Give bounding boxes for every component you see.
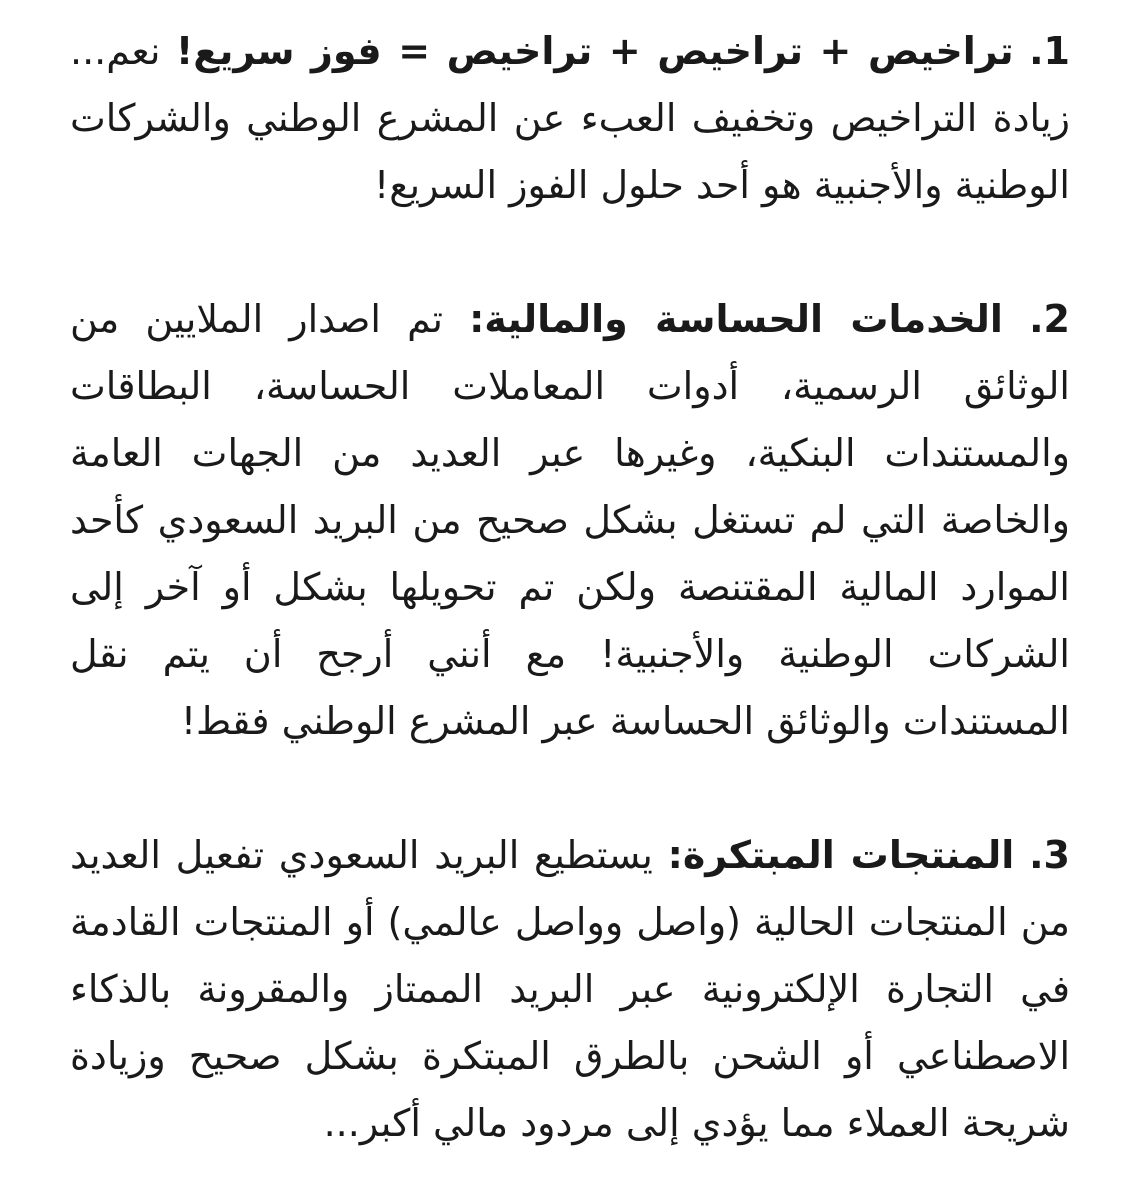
item-heading: الخدمات الحساسة والمالية: xyxy=(469,297,1003,341)
item-heading: تراخيص + تراخيص + تراخيص = فوز سريع! xyxy=(175,29,1014,73)
list-item-2 xyxy=(70,286,1070,755)
item-body: تم اصدار الملايين من الوثائق الرسمية، أدوات المعاملات الحساسة، البطاقات والمستندات البنكية، وغيرها عبر العديد من الجهات العامة والخاصة التي لم تستغل بشكل صحيح من البريد السعودي كأحد الموارد المالية المقتنصة ولكن تم تحويلها بشكل أو آخر إلى الشركات الوطنية والأجنبية! مع أنني أرجح أن يتم نقل المستندات والوثائق الحساسة عبر المشرع الوطني فقط! xyxy=(70,297,1070,743)
list-item-3 xyxy=(70,822,1070,1157)
item-number: 2. xyxy=(1029,297,1070,341)
list-item-1 xyxy=(70,18,1070,219)
item-body: يستطيع البريد السعودي تفعيل العديد من المنتجات الحالية (واصل وواصل عالمي) أو المنتجات القادمة في التجارة الإلكترونية عبر البريد الممتاز والمقرونة بالذكاء الاصطناعي أو الشحن بالطرق المبتكرة بشكل صحيح وزيادة شريحة العملاء مما يؤدي إلى مردود مالي أكبر... xyxy=(70,833,1070,1145)
item-body: نعم... زيادة التراخيص وتخفيف العبء عن المشرع الوطني والشركات الوطنية والأجنبية هو أحد حلول الفوز السريع! xyxy=(70,29,1070,207)
item-number: 1. xyxy=(1029,29,1070,73)
item-number: 3. xyxy=(1029,833,1070,877)
item-heading: المنتجات المبتكرة: xyxy=(667,833,1015,877)
